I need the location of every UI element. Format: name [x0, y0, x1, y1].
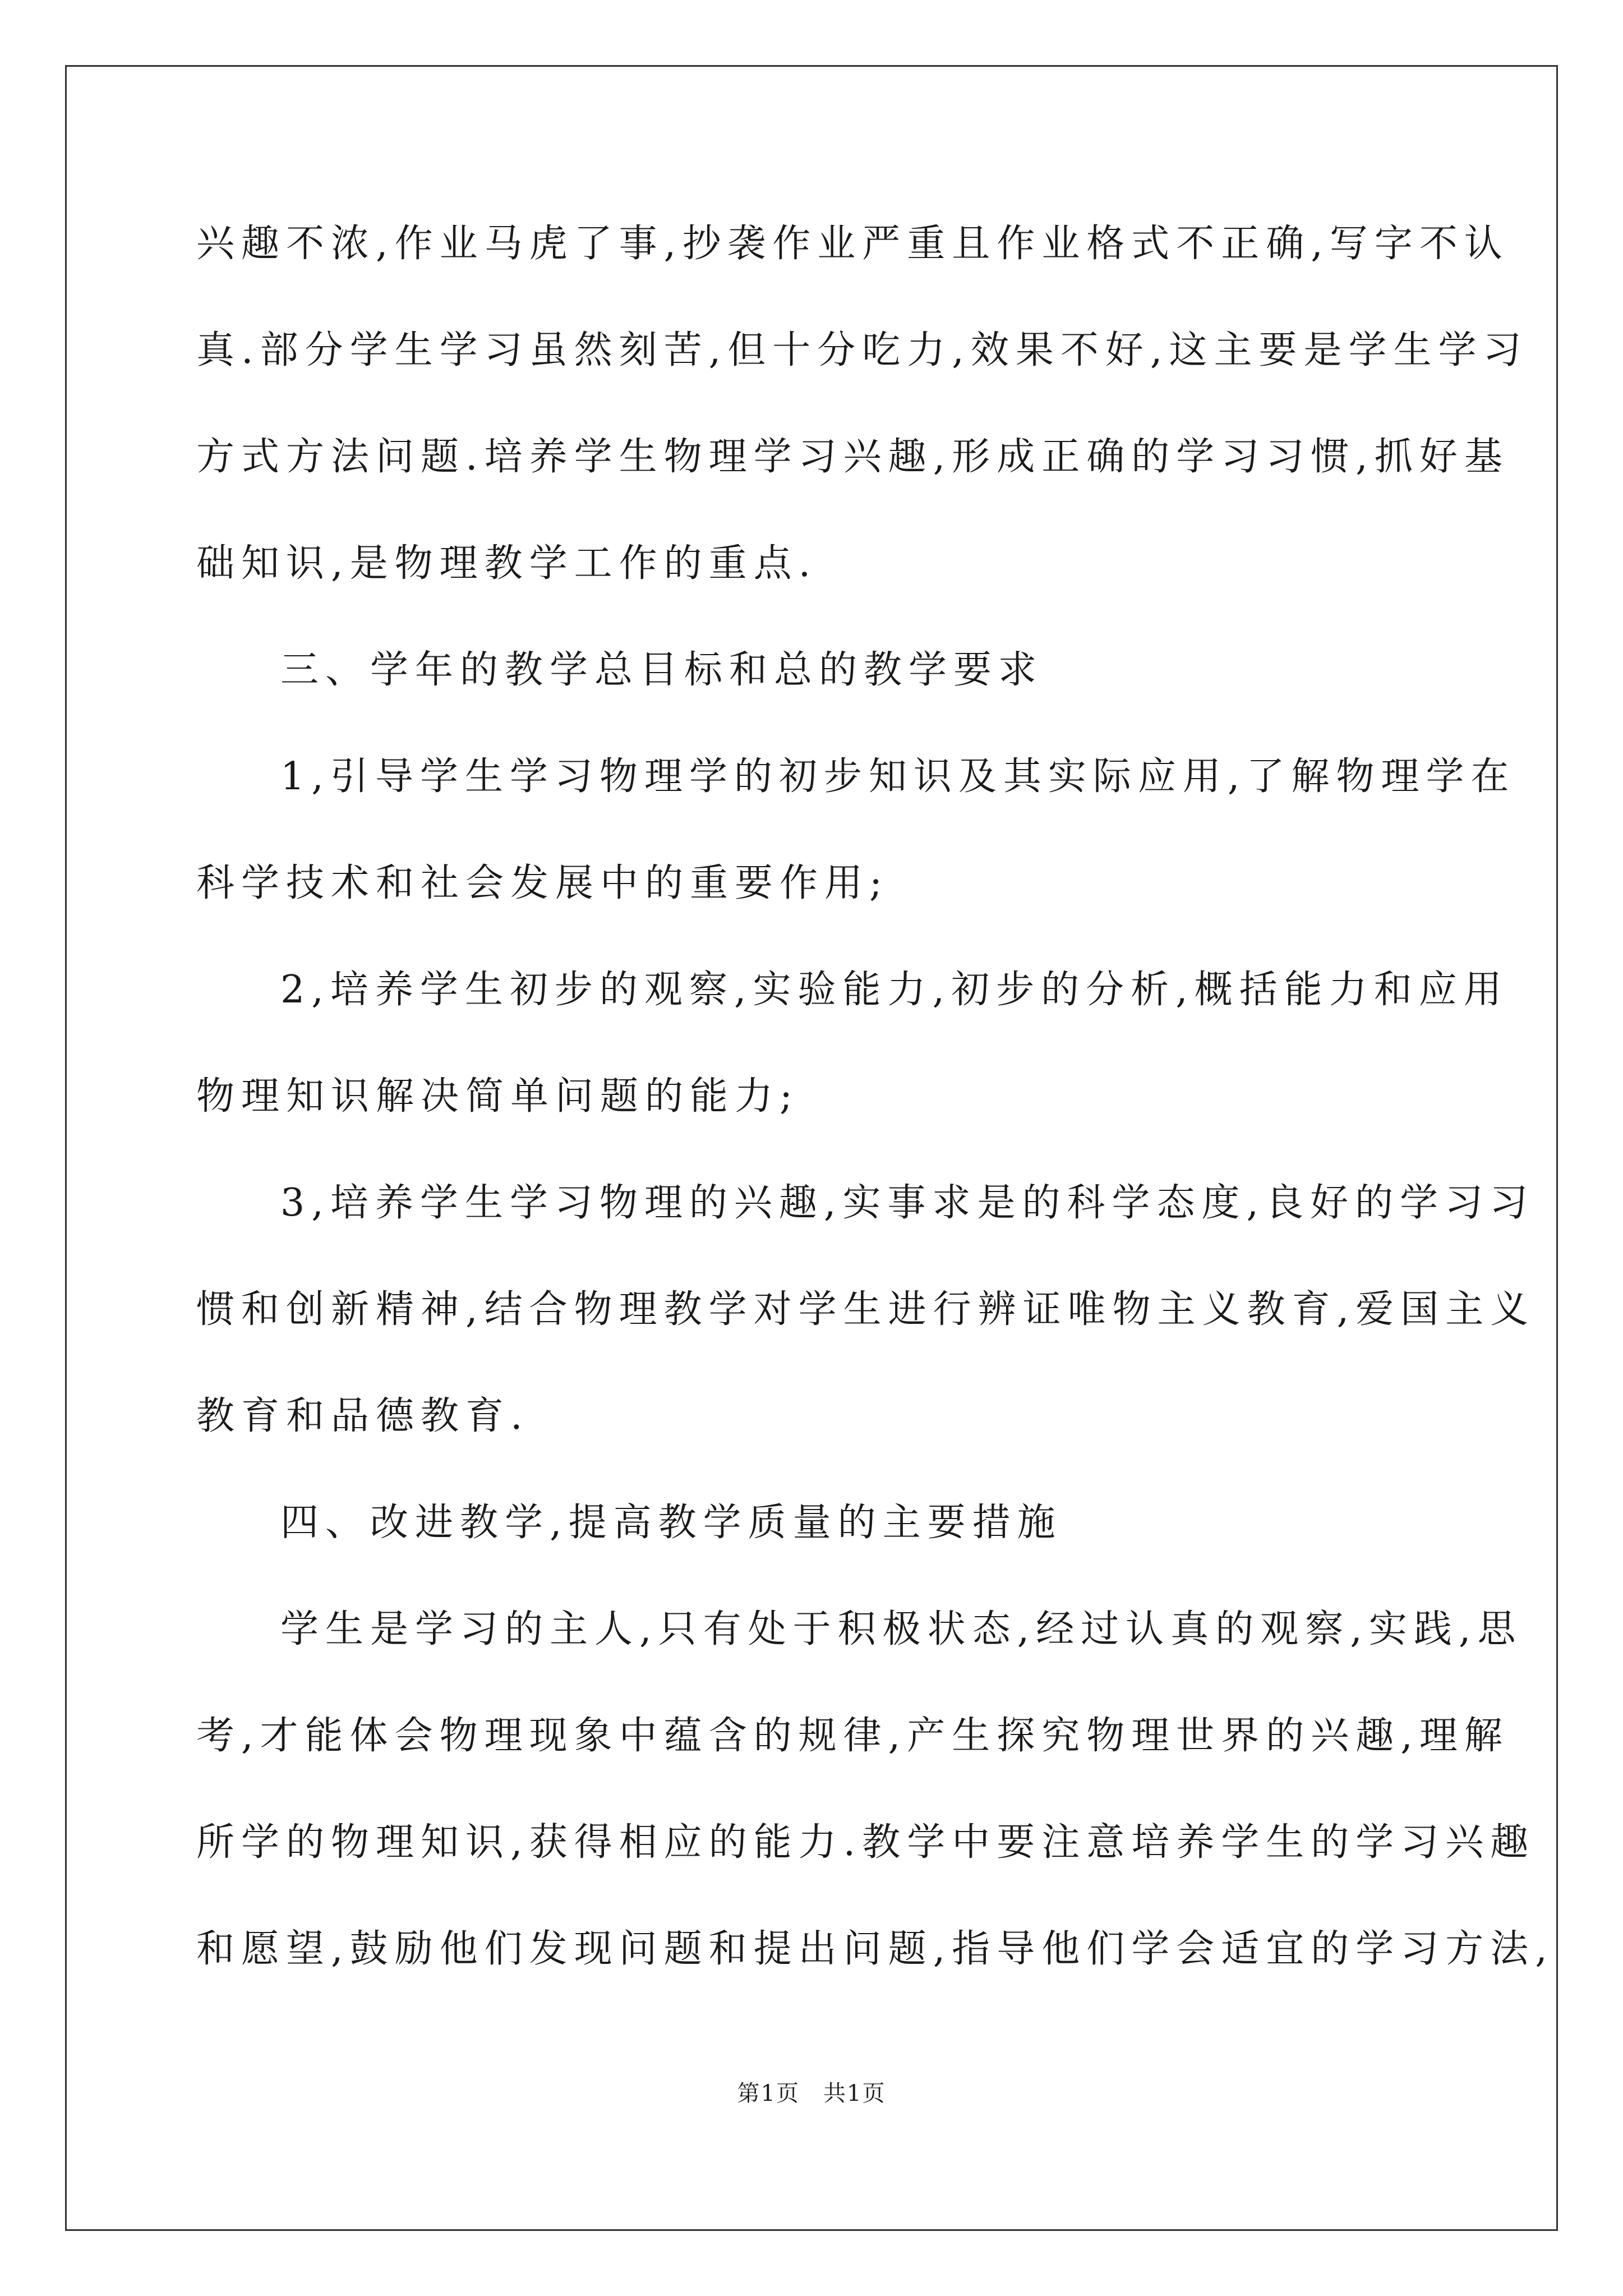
text-line: 1,引导学生学习物理学的初步知识及其实际应用,了解物理学在 [280, 754, 1516, 799]
text-line: 物理知识解决简单问题的能力; [196, 1074, 799, 1119]
text-line: 考,才能体会物理现象中蕴含的规律,产生探究物理世界的兴趣,理解 [196, 1714, 1509, 1758]
text-line: 和愿望,鼓励他们发现问题和提出问题,指导他们学会适宜的学习方法, [196, 1927, 1554, 1971]
text-line: 础知识,是物理教学工作的重点. [196, 541, 818, 586]
page-number: 第1页 共1页 [737, 2081, 886, 2106]
section-heading: 三、学年的教学总目标和总的教学要求 [280, 648, 1044, 692]
section-heading: 四、改进教学,提高教学质量的主要措施 [280, 1501, 1062, 1545]
text-line: 教育和品德教育. [196, 1394, 529, 1438]
text-line: 真.部分学生学习虽然刻苦,但十分吃力,效果不好,这主要是学生学习 [196, 328, 1528, 372]
text-line: 兴趣不浓,作业马虎了事,抄袭作业严重且作业格式不正确,写字不认 [196, 222, 1509, 266]
text-line: 2,培养学生初步的观察,实验能力,初步的分析,概括能力和应用 [280, 968, 1509, 1012]
page-border [65, 65, 1558, 2231]
text-line: 所学的物理知识,获得相应的能力.教学中要注意培养学生的学习兴趣 [196, 1820, 1536, 1865]
text-line: 3,培养学生学习物理的兴趣,实事求是的科学态度,良好的学习习 [280, 1181, 1535, 1225]
text-line: 方式方法问题.培养学生物理学习兴趣,形成正确的学习习惯,抓好基 [196, 435, 1509, 479]
text-line: 学生是学习的主人,只有处于积极状态,经过认真的观察,实践,思 [280, 1607, 1523, 1651]
text-line: 科学技术和社会发展中的重要作用; [196, 861, 889, 905]
text-line: 惯和创新精神,结合物理教学对学生进行辨证唯物主义教育,爱国主义 [196, 1287, 1536, 1332]
